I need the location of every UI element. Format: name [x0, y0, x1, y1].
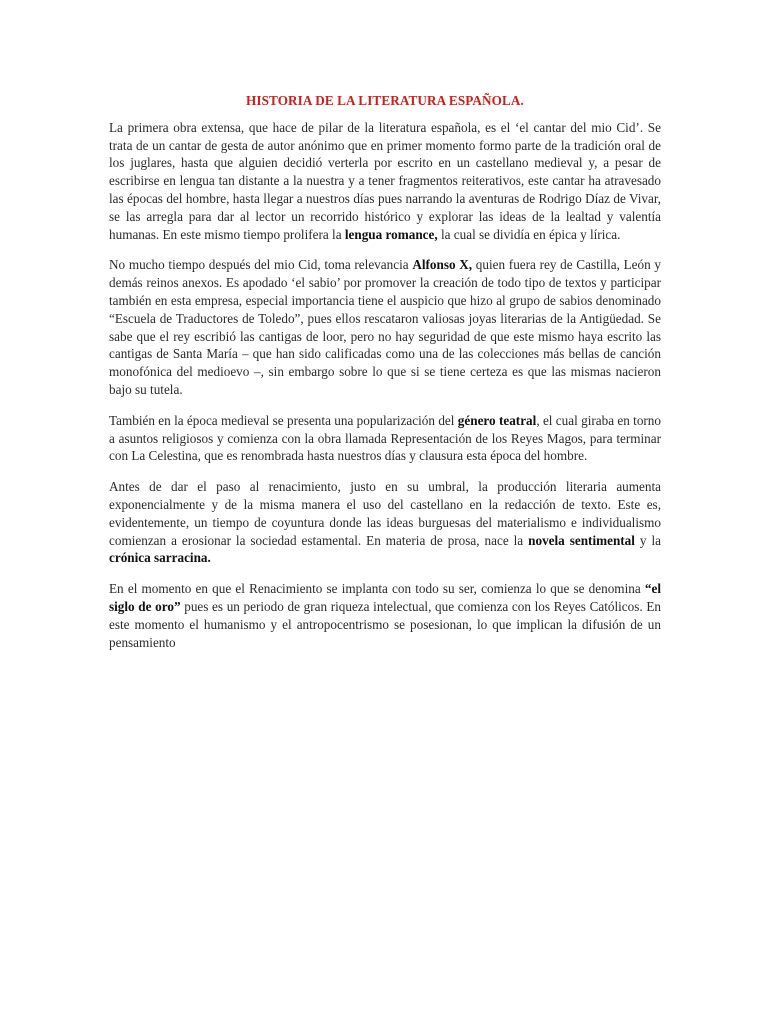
paragraph-1-text-1: La primera obra extensa, que hace de pilar de la literatura española, es el ‘el cantar del mio Cid’. Se trata de un cantar de gesta de autor anónimo que en primer momento formo parte de la tradición oral de los juglares, hasta que alguien decidió verterla por escrito en un castellano medieval y, a pesar de escribirse en lengua tan distante a la nuestra y a tener fragmentos reiterativos, este cantar ha atravesado las épocas del hombre, hasta llegar a nuestros días pues narrando la aventuras de Rodrigo Díaz de Vivar, se las arregla para dar al lector un recorrido histórico y explorar las ideas de la lealtad y valentía humanas. En este mismo tiempo prolifera la: [109, 119, 661, 242]
paragraph-1: [109, 119, 661, 244]
paragraph-3-bold-term: género teatral: [457, 412, 537, 428]
paragraph-4-bold-term-1: novela sentimental: [528, 532, 635, 548]
paragraph-5-bold-term: “el siglo de oro”: [109, 581, 661, 614]
paragraph-3-text-1: También en la época medieval se presenta una popularización del: [109, 412, 458, 428]
paragraph-4-bold-term-2: crónica sarracina.: [109, 550, 211, 566]
document-body: [109, 92, 661, 664]
paragraph-2-text-2: quien fuera rey de Castilla, León y demás reinos anexos. Es apodado ‘el sabio’ por promover la creación de todo tipo de textos y participar también en esta empresa, especial importancia tiene el auspicio que hizo al grupo de sabios denominado “Escuela de Traductores de Toledo”, pues ellos rescataron valiosas joyas literarias de la Antigüedad. Se sabe que el rey escribió las cantigas de loor, pero no hay seguridad de que este mismo haya escrito las cantigas de Santa María – que han sido calificadas como una de las colecciones más bellas de canción monofónica del medioevo –, sin embargo sobre lo que si se tiene certeza es que las mismas nacieron bajo su tutela.: [109, 257, 661, 397]
paragraph-2-bold-term: Alfonso X,: [412, 257, 473, 273]
document-title: HISTORIA DE LA LITERATURA ESPAÑOLA.: [246, 93, 524, 108]
paragraph-5-text-2: pues es un periodo de gran riqueza intelectual, que comienza con los Reyes Católicos. En este momento el humanismo y el antropocentrismo se posesionan, lo que implican la difusión de un pensamiento: [109, 598, 661, 650]
paragraph-2-text-1: No mucho tiempo después del mio Cid, toma relevancia: [109, 257, 413, 273]
paragraph-2: [109, 256, 661, 398]
paragraph-5-text-1: En el momento en que el Renacimiento se implanta con todo su ser, comienza lo que se denomina: [109, 581, 645, 597]
paragraph-3: [109, 412, 661, 465]
paragraph-1-text-2: la cual se dividía en épica y lírica.: [437, 226, 621, 242]
paragraph-4: [109, 478, 661, 567]
paragraph-5: [109, 580, 661, 651]
paragraph-4-text-2: y la: [634, 532, 661, 548]
paragraph-1-bold-term: lengua romance,: [344, 226, 438, 242]
paragraph-3-text-2: , el cual giraba en torno a asuntos religiosos y comienza con la obra llamada Representación de los Reyes Magos, para terminar con La Celestina, que es renombrada hasta nuestros días y clausura esta época del hombre.: [109, 412, 661, 464]
paragraph-4-text-1: Antes de dar el paso al renacimiento, justo en su umbral, la producción literaria aumenta exponencialmente y de la misma manera el uso del castellano en la redacción de texto. Este es, evidentemente, un tiempo de coyuntura donde las ideas burguesas del materialismo e individualismo comienzan a erosionar la sociedad estamental. En materia de prosa, nace la: [109, 479, 661, 548]
